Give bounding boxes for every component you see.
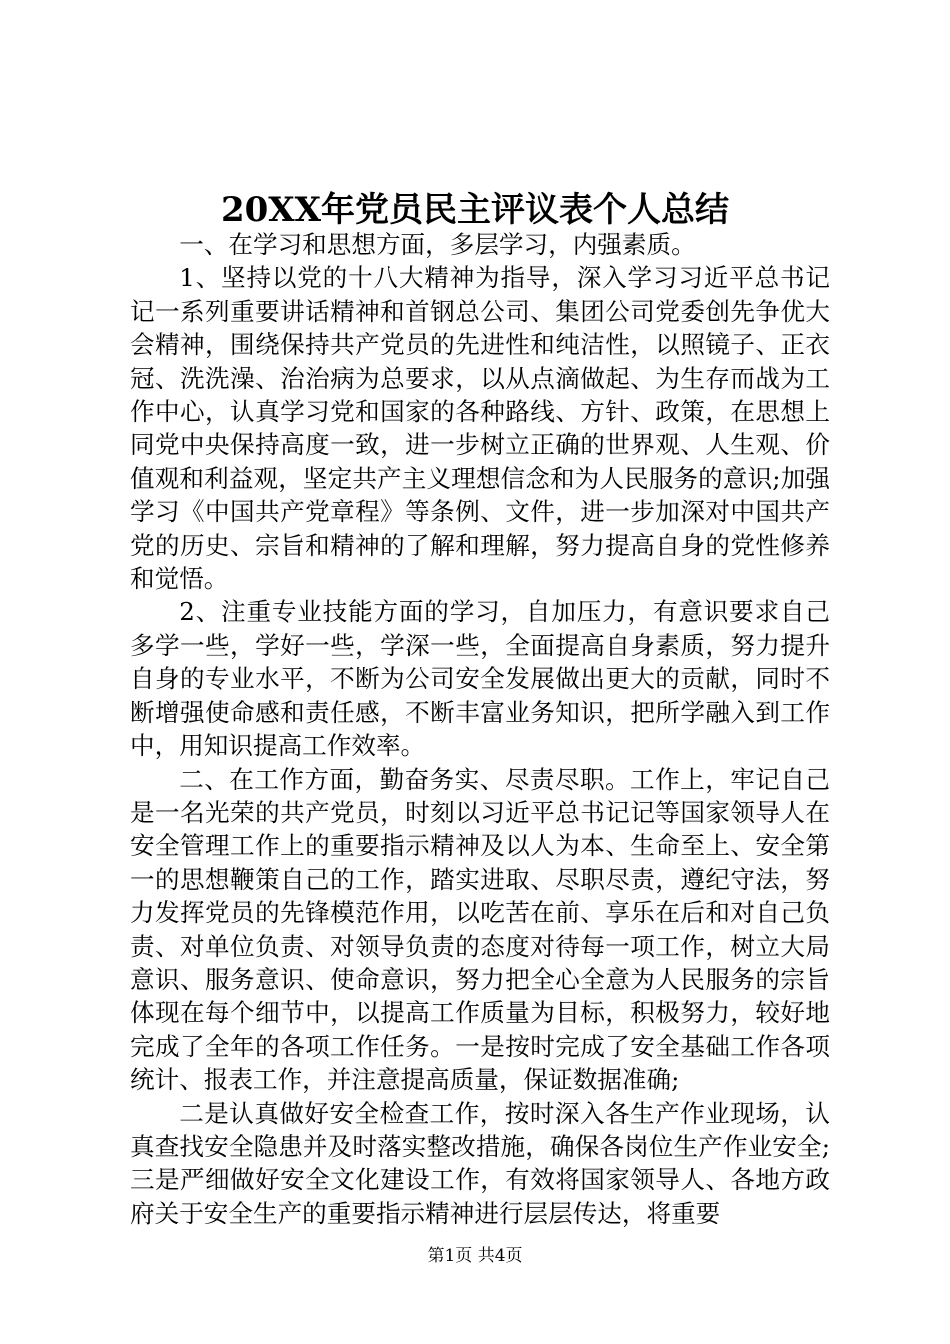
document-body: [130, 228, 830, 1230]
paragraph: 二是认真做好安全检查工作，按时深入各生产作业现场，认真查找安全隐患并及时落实整改措施，确保各岗位生产作业安全;三是严细做好安全文化建设工作，有效将国家领导人、各地方政府关于安全生产的重要指示精神进行层层传达，将重要: [130, 1098, 830, 1228]
paragraph: 一、在学习和思想方面，多层学习，内强素质。: [179, 230, 696, 259]
page-number-footer: 第1页 共4页: [427, 1246, 523, 1266]
document-title: 20XX年党员民主评议表个人总结: [220, 190, 730, 230]
paragraph: 2、注重专业技能方面的学习，自加压力，有意识要求自己多学一些，学好一些，学深一些，全面提高自身素质，努力提升自身的专业水平，不断为公司安全发展做出更大的贡献，同时不断增强使命感和责任感，不断丰富业务知识，把所学融入到工作中，用知识提高工作效率。: [130, 597, 830, 761]
paragraph: 二、在工作方面，勤奋务实、尽责尽职。工作上，牢记自己是一名光荣的共产党员，时刻以习近平总书记记等国家领导人在安全管理工作上的重要指示精神及以人为本、生命至上、安全第一的思想鞭策自己的工作，踏实进取、尽职尽责，遵纪守法，努力发挥党员的先锋模范作用，以吃苦在前、享乐在后和对自己负责、对单位负责、对领导负责的态度对待每一项工作，树立大局意识、服务意识、使命意识，努力把全心全意为人民服务的宗旨体现在每个细节中，以提高工作质量为目标，积极努力，较好地完成了全年的各项工作任务。一是按时完成了安全基础工作各项统计、报表工作，并注意提高质量，保证数据准确;: [130, 764, 830, 1095]
paragraph: 1、坚持以党的十八大精神为指导，深入学习习近平总书记记一系列重要讲话精神和首钢总公司、集团公司党委创先争优大会精神，围绕保持共产党员的先进性和纯洁性，以照镜子、正衣冠、洗洗澡、治治病为总要求，以从点滴做起、为生存而战为工作中心，认真学习党和国家的各种路线、方针、政策，在思想上同党中央保持高度一致，进一步树立正确的世界观、人生观、价值观和利益观，坚定共产主义理想信念和为人民服务的意识;加强学习《中国共产党章程》等条例、文件，进一步加深对中国共产党的历史、宗旨和精神的了解和理解，努力提高自身的党性修养和觉悟。: [130, 263, 830, 594]
